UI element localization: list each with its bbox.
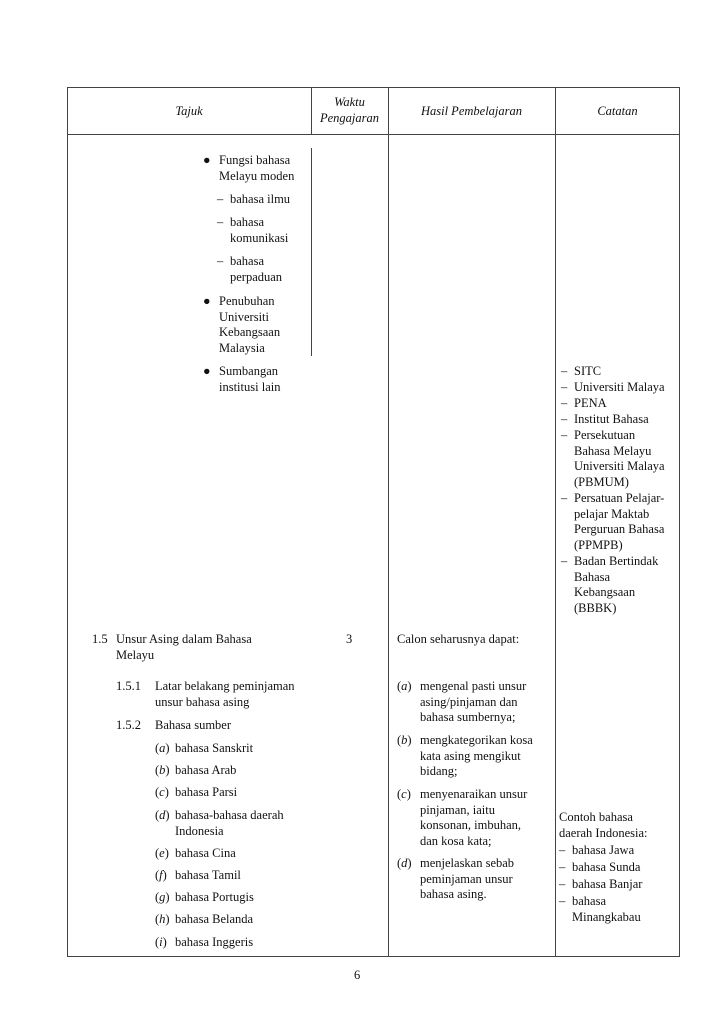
header-hasil: Hasil Pembelajaran — [420, 104, 523, 118]
source-text: bahasa Sanskrit — [175, 741, 254, 755]
dash-icon: – — [561, 428, 568, 442]
outcome-text: mengkategorikan kosa kata asing mengikut bidang; — [420, 733, 533, 778]
section-number: 1.5 — [92, 632, 108, 646]
tajuk-bullet-text: Fungsi bahasa Melayu moden — [219, 153, 295, 183]
source-text: bahasa-bahasa daerah Indonesia — [175, 808, 284, 838]
subsection-number: 1.5.1 — [116, 679, 141, 693]
source-label: d — [159, 808, 166, 822]
catatan-item-text: Persatuan Pelajar- pelajar Maktab Perguruan Bahasa (PPMPB) — [574, 491, 665, 552]
catatan-item-text: SITC — [574, 364, 602, 378]
source-text: bahasa Cina — [175, 846, 236, 860]
outcome-label: b — [401, 733, 408, 747]
subsection-number: 1.5.2 — [116, 718, 141, 732]
outcome-text: menyenaraikan unsur pinjaman, iaitu konsonan, imbuhan, dan kosa kata; — [420, 787, 528, 848]
dash-icon: – — [559, 894, 566, 908]
section-title: Unsur Asing dalam Bahasa Melayu — [116, 632, 252, 662]
catatan-item-text: bahasa Minangkabau — [572, 894, 641, 924]
source-text: bahasa Parsi — [175, 785, 238, 799]
source-label: b — [159, 763, 166, 777]
tajuk-bullet-text: Sumbangan institusi lain — [219, 364, 281, 394]
dash-icon: – — [217, 192, 224, 206]
hasil-intro: Calon seharusnya dapat: — [397, 632, 520, 646]
dash-icon: – — [217, 215, 224, 229]
header-waktu-line1: Waktu — [334, 95, 365, 109]
source-label: a — [159, 741, 166, 755]
catatan-item-text: bahasa Sunda — [572, 860, 641, 874]
outcome-label: a — [401, 679, 408, 693]
dash-icon: – — [561, 554, 568, 568]
source-text: bahasa Tamil — [175, 868, 241, 882]
dash-icon: – — [559, 860, 566, 874]
catatan-item-text: Badan Bertindak Bahasa Kebangsaan (BBBK) — [574, 554, 659, 615]
dash-icon: – — [561, 380, 568, 394]
source-label: h — [159, 912, 166, 926]
section-waktu: 3 — [346, 632, 353, 646]
header-tajuk: Tajuk — [175, 104, 203, 118]
catatan-item-text: Persekutuan Bahasa Melayu Universiti Malaya (PBMUM) — [574, 428, 665, 489]
source-text: bahasa Inggeris — [175, 935, 254, 949]
source-label: c — [159, 785, 165, 799]
source-label: f — [159, 868, 163, 882]
bullet-dot-icon: ● — [203, 364, 211, 378]
subsection-title: Bahasa sumber — [155, 718, 232, 732]
catatan-item-text: PENA — [574, 396, 607, 410]
tajuk-subitem-text: bahasa ilmu — [230, 192, 291, 206]
outcome-text: mengenal pasti unsur asing/pinjaman dan bahasa sumbernya; — [420, 679, 527, 724]
col-divider-2 — [388, 87, 389, 957]
catatan-item-text: bahasa Jawa — [572, 843, 635, 857]
catatan-item-text: Universiti Malaya — [574, 380, 665, 394]
bullet-dot-icon: ● — [203, 153, 211, 167]
source-text: bahasa Belanda — [175, 912, 254, 926]
source-text: bahasa Arab — [175, 763, 237, 777]
tajuk-subitem-text: bahasa perpaduan — [230, 254, 283, 284]
outcome-label: c — [401, 787, 407, 801]
catatan-item-text: Institut Bahasa — [574, 412, 649, 426]
catatan-item-text: bahasa Banjar — [572, 877, 643, 891]
dash-icon: – — [559, 877, 566, 891]
page-number: 6 — [354, 968, 361, 982]
bullet-dot-icon: ● — [203, 294, 211, 308]
outcome-label: d — [401, 856, 408, 870]
col-divider-3 — [555, 87, 556, 957]
dash-icon: – — [559, 843, 566, 857]
source-label: e — [159, 846, 165, 860]
subsection-title: Latar belakang peminjaman unsur bahasa asing — [155, 679, 295, 709]
dash-icon: – — [561, 396, 568, 410]
header-divider — [67, 134, 680, 135]
outcome-text: menjelaskan sebab peminjaman unsur bahasa asing. — [420, 856, 515, 901]
dash-icon: – — [561, 491, 568, 505]
catatan-intro: Contoh bahasa daerah Indonesia: — [559, 810, 648, 840]
dash-icon: – — [561, 412, 568, 426]
dash-icon: – — [217, 254, 224, 268]
header-waktu-line2: Pengajaran — [319, 111, 380, 125]
dash-icon: – — [561, 364, 568, 378]
source-label: g — [159, 890, 166, 904]
source-text: bahasa Portugis — [175, 890, 254, 904]
header-catatan: Catatan — [597, 104, 638, 118]
tajuk-subitem-text: bahasa komunikasi — [230, 215, 289, 245]
source-label: i — [159, 935, 163, 949]
tajuk-bullet-text: Penubuhan Universiti Kebangsaan Malaysia — [219, 294, 281, 355]
